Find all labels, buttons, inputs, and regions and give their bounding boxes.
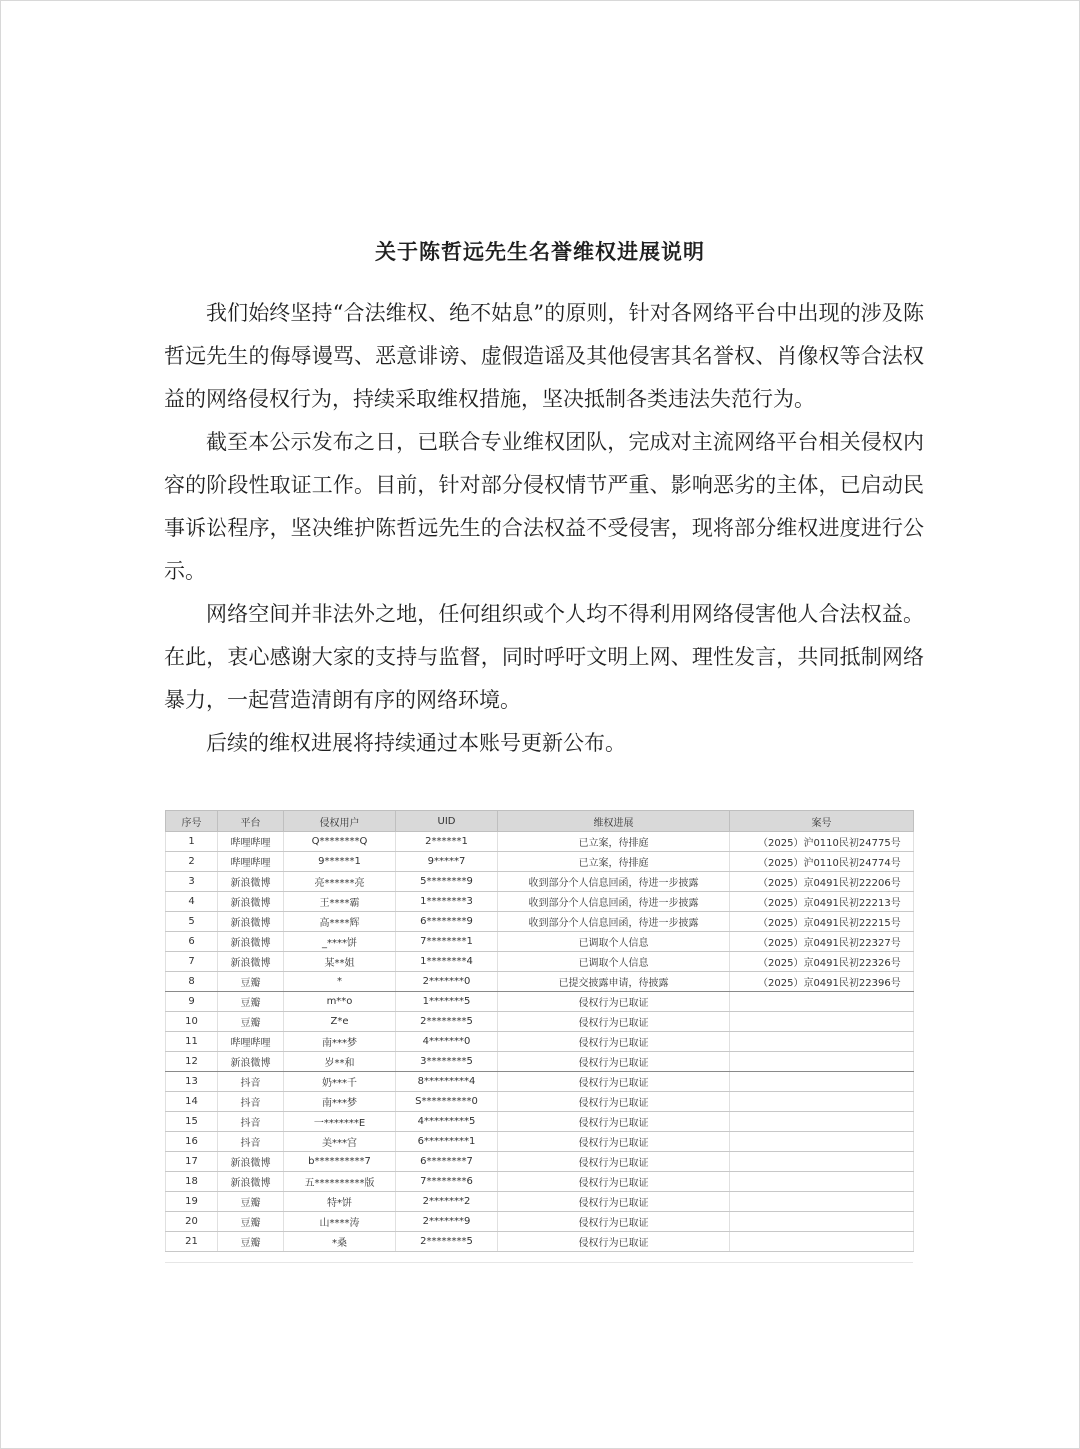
cell-user: Z*e xyxy=(284,1012,396,1032)
cell-user: 山****涛 xyxy=(284,1212,396,1232)
cell-progress: 已调取个人信息 xyxy=(498,952,730,972)
header-case-number: 案号 xyxy=(730,811,914,832)
cell-platform: 抖音 xyxy=(218,1132,284,1152)
cell-case-number xyxy=(730,1132,914,1152)
cell-case-number: （2025）京0491民初22213号 xyxy=(730,892,914,912)
header-index: 序号 xyxy=(166,811,218,832)
cell-progress: 侵权行为已取证 xyxy=(498,1172,730,1192)
cell-case-number: （2025）京0491民初22326号 xyxy=(730,952,914,972)
cell-platform: 新浪微博 xyxy=(218,952,284,972)
cell-progress: 侵权行为已取证 xyxy=(498,1152,730,1172)
cell-platform: 豆瓣 xyxy=(218,1232,284,1252)
paragraph-principle: 我们始终坚持“合法维权、绝不姑息”的原则，针对各网络平台中出现的涉及陈哲远先生的侮辱谩骂、恶意诽谤、虚假造谣及其他侵害其名誉权、肖像权等合法权益的网络侵权行为，持续采取维权措施，坚决抵制各类违法失范行为。 xyxy=(164,301,924,411)
cell-case-number xyxy=(730,1192,914,1212)
cell-user: 9******1 xyxy=(284,852,396,872)
table-header-row xyxy=(166,811,914,832)
cell-index: 16 xyxy=(166,1132,218,1152)
cell-index: 3 xyxy=(166,872,218,892)
cell-case-number: （2025）京0491民初22327号 xyxy=(730,932,914,952)
table-footer-line xyxy=(165,1262,913,1271)
cell-platform: 抖音 xyxy=(218,1072,284,1092)
cell-case-number: （2025）京0491民初22215号 xyxy=(730,912,914,932)
cell-uid: 6********9 xyxy=(396,912,498,932)
cell-user: 五**********版 xyxy=(284,1172,396,1192)
cell-user: 南***梦 xyxy=(284,1032,396,1052)
cell-index: 4 xyxy=(166,892,218,912)
cell-case-number xyxy=(730,1172,914,1192)
cell-user: _****饼 xyxy=(284,932,396,952)
cell-index: 13 xyxy=(166,1072,218,1092)
table-row xyxy=(166,932,914,952)
cell-case-number xyxy=(730,1072,914,1092)
cell-index: 7 xyxy=(166,952,218,972)
cell-case-number xyxy=(730,1152,914,1172)
table-row xyxy=(166,1132,914,1152)
table-row xyxy=(166,1152,914,1172)
cell-index: 11 xyxy=(166,1032,218,1052)
cell-index: 17 xyxy=(166,1152,218,1172)
header-progress: 维权进展 xyxy=(498,811,730,832)
cell-user: b**********7 xyxy=(284,1152,396,1172)
cell-case-number xyxy=(730,1032,914,1052)
cell-platform: 新浪微博 xyxy=(218,872,284,892)
cell-platform: 哔哩哔哩 xyxy=(218,1032,284,1052)
table-row xyxy=(166,1092,914,1112)
cell-uid: 2******1 xyxy=(396,832,498,852)
cell-user: 高****辉 xyxy=(284,912,396,932)
cell-case-number xyxy=(730,1232,914,1252)
table-row xyxy=(166,1072,914,1092)
cell-case-number: （2025）京0491民初22206号 xyxy=(730,872,914,892)
cell-platform: 豆瓣 xyxy=(218,972,284,992)
cell-user: 奶***千 xyxy=(284,1072,396,1092)
cell-uid: 7********1 xyxy=(396,932,498,952)
cell-platform: 新浪微博 xyxy=(218,1172,284,1192)
cell-user: 岁**和 xyxy=(284,1052,396,1072)
cell-uid: S**********0 xyxy=(396,1092,498,1112)
cell-progress: 侵权行为已取证 xyxy=(498,1132,730,1152)
table-row xyxy=(166,912,914,932)
table-row xyxy=(166,972,914,992)
cell-platform: 哔哩哔哩 xyxy=(218,832,284,852)
cell-progress: 收到部分个人信息回函，待进一步披露 xyxy=(498,872,730,892)
cell-progress: 收到部分个人信息回函，待进一步披露 xyxy=(498,912,730,932)
table-row xyxy=(166,852,914,872)
cell-case-number: （2025）沪0110民初24775号 xyxy=(730,832,914,852)
cell-case-number xyxy=(730,1112,914,1132)
cell-case-number xyxy=(730,1212,914,1232)
table-row xyxy=(166,1052,914,1072)
cell-progress: 侵权行为已取证 xyxy=(498,1032,730,1052)
cell-index: 12 xyxy=(166,1052,218,1072)
cell-platform: 新浪微博 xyxy=(218,1052,284,1072)
cell-platform: 新浪微博 xyxy=(218,892,284,912)
cell-platform: 豆瓣 xyxy=(218,1012,284,1032)
cell-uid: 7********6 xyxy=(396,1172,498,1192)
cell-uid: 1********3 xyxy=(396,892,498,912)
header-user: 侵权用户 xyxy=(284,811,396,832)
cell-user: 王****霸 xyxy=(284,892,396,912)
cell-platform: 豆瓣 xyxy=(218,1192,284,1212)
cell-progress: 侵权行为已取证 xyxy=(498,1232,730,1252)
cell-uid: 6*********1 xyxy=(396,1132,498,1152)
cell-user: 某**姐 xyxy=(284,952,396,972)
cell-case-number xyxy=(730,1092,914,1112)
paragraph-progress: 截至本公示发布之日，已联合专业维权团队，完成对主流网络平台相关侵权内容的阶段性取证工作。目前，针对部分侵权情节严重、影响恶劣的主体，已启动民事诉讼程序，坚决维护陈哲远先生的合法权益不受侵害，现将部分维权进度进行公示。 xyxy=(164,430,924,583)
cell-index: 19 xyxy=(166,1192,218,1212)
cell-platform: 新浪微博 xyxy=(218,1152,284,1172)
cell-index: 9 xyxy=(166,992,218,1012)
cell-progress: 侵权行为已取证 xyxy=(498,1112,730,1132)
cell-progress: 已提交披露申请，待披露 xyxy=(498,972,730,992)
cell-index: 21 xyxy=(166,1232,218,1252)
cell-index: 2 xyxy=(166,852,218,872)
cell-progress: 侵权行为已取证 xyxy=(498,1092,730,1112)
paragraph-updates: 后续的维权进展将持续通过本账号更新公布。 xyxy=(206,731,626,755)
cell-progress: 侵权行为已取证 xyxy=(498,1072,730,1092)
cell-uid: 2*******9 xyxy=(396,1212,498,1232)
table-row xyxy=(166,832,914,852)
cell-user: m**o xyxy=(284,992,396,1012)
cell-uid: 4*********5 xyxy=(396,1112,498,1132)
cell-platform: 哔哩哔哩 xyxy=(218,852,284,872)
table-row xyxy=(166,1172,914,1192)
cell-index: 18 xyxy=(166,1172,218,1192)
cell-platform: 豆瓣 xyxy=(218,1212,284,1232)
cell-progress: 侵权行为已取证 xyxy=(498,1052,730,1072)
cell-user: 亮******亮 xyxy=(284,872,396,892)
cell-user: 特*饼 xyxy=(284,1192,396,1212)
cell-index: 8 xyxy=(166,972,218,992)
cell-case-number xyxy=(730,1012,914,1032)
cell-platform: 新浪微博 xyxy=(218,932,284,952)
table-row xyxy=(166,1212,914,1232)
document-title: 关于陈哲远先生名誉维权进展说明 xyxy=(375,239,705,264)
cell-case-number xyxy=(730,992,914,1012)
cell-platform: 抖音 xyxy=(218,1112,284,1132)
cell-index: 6 xyxy=(166,932,218,952)
table-row xyxy=(166,892,914,912)
document-body xyxy=(164,292,924,765)
cell-progress: 已立案，待排庭 xyxy=(498,852,730,872)
rights-progress-table xyxy=(165,810,913,1252)
cell-uid: 2*******0 xyxy=(396,972,498,992)
cell-uid: 2********5 xyxy=(396,1232,498,1252)
cell-index: 5 xyxy=(166,912,218,932)
table-row xyxy=(166,872,914,892)
table-row xyxy=(166,1012,914,1032)
cell-progress: 侵权行为已取证 xyxy=(498,992,730,1012)
table-row xyxy=(166,1232,914,1252)
cell-index: 15 xyxy=(166,1112,218,1132)
cell-index: 20 xyxy=(166,1212,218,1232)
cell-uid: 8*********4 xyxy=(396,1072,498,1092)
cell-progress: 已调取个人信息 xyxy=(498,932,730,952)
table-body xyxy=(166,832,914,1252)
cell-uid: 9*****7 xyxy=(396,852,498,872)
cell-platform: 抖音 xyxy=(218,1092,284,1112)
cell-user: Q********Q xyxy=(284,832,396,852)
cell-user: 一*******E xyxy=(284,1112,396,1132)
table-row xyxy=(166,992,914,1012)
cell-user: *桑 xyxy=(284,1232,396,1252)
table-row xyxy=(166,1192,914,1212)
cell-case-number: （2025）京0491民初22396号 xyxy=(730,972,914,992)
header-platform: 平台 xyxy=(218,811,284,832)
cell-uid: 5********9 xyxy=(396,872,498,892)
cell-uid: 2*******2 xyxy=(396,1192,498,1212)
cell-progress: 侵权行为已取证 xyxy=(498,1212,730,1232)
cell-platform: 豆瓣 xyxy=(218,992,284,1012)
cell-user: 南***梦 xyxy=(284,1092,396,1112)
cell-uid: 1*******5 xyxy=(396,992,498,1012)
cell-case-number: （2025）沪0110民初24774号 xyxy=(730,852,914,872)
cell-progress: 侵权行为已取证 xyxy=(498,1012,730,1032)
table-row xyxy=(166,952,914,972)
cell-user: 美***宫 xyxy=(284,1132,396,1152)
cell-index: 14 xyxy=(166,1092,218,1112)
cell-case-number xyxy=(730,1052,914,1072)
cell-uid: 1********4 xyxy=(396,952,498,972)
cell-user: * xyxy=(284,972,396,992)
cell-progress: 收到部分个人信息回函，待进一步披露 xyxy=(498,892,730,912)
cell-uid: 2********5 xyxy=(396,1012,498,1032)
cell-uid: 4*******0 xyxy=(396,1032,498,1052)
paragraph-appeal: 网络空间并非法外之地，任何组织或个人均不得利用网络侵害他人合法权益。在此，衷心感谢大家的支持与监督，同时呼吁文明上网、理性发言，共同抵制网络暴力，一起营造清朗有序的网络环境。 xyxy=(164,602,924,712)
cell-uid: 6********7 xyxy=(396,1152,498,1172)
header-uid: UID xyxy=(396,811,498,832)
cell-progress: 已立案，待排庭 xyxy=(498,832,730,852)
table-row xyxy=(166,1032,914,1052)
cell-progress: 侵权行为已取证 xyxy=(498,1192,730,1212)
cell-uid: 3********5 xyxy=(396,1052,498,1072)
cell-index: 1 xyxy=(166,832,218,852)
cell-index: 10 xyxy=(166,1012,218,1032)
table-row xyxy=(166,1112,914,1132)
cell-platform: 新浪微博 xyxy=(218,912,284,932)
